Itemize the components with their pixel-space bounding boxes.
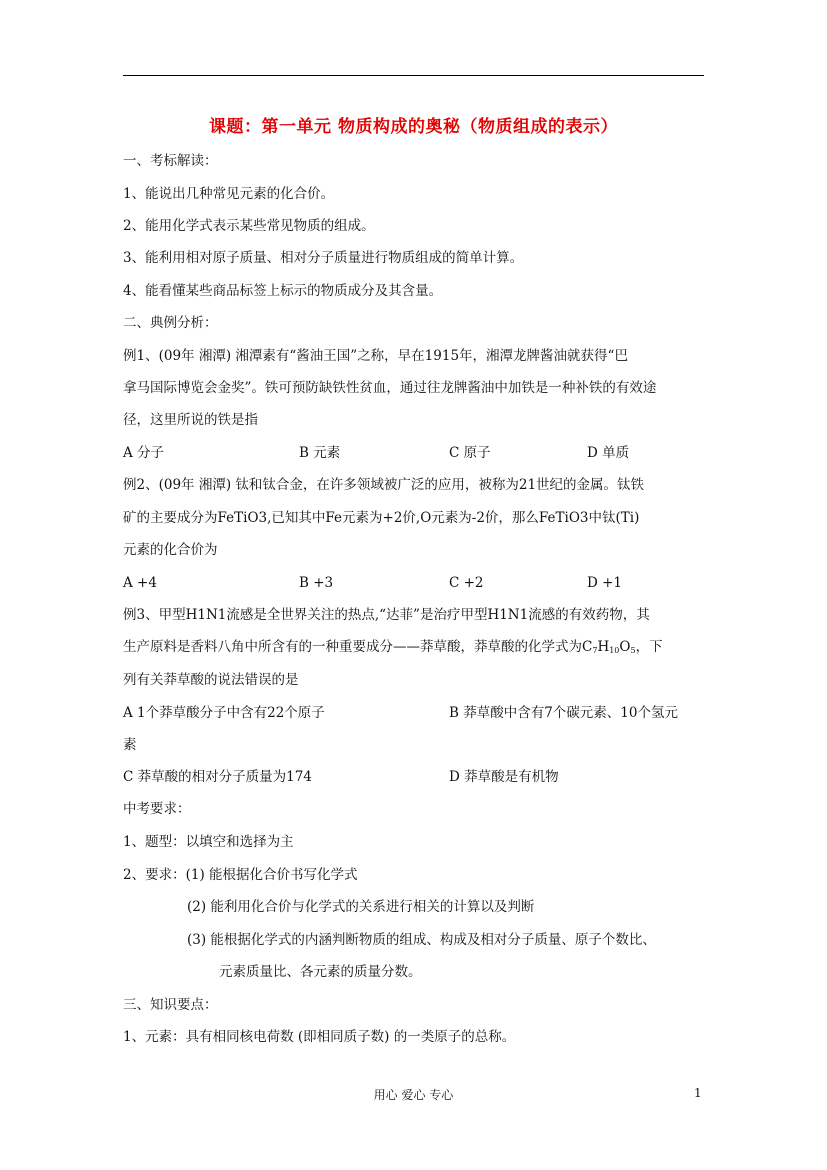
- requirement-subitem: (2) 能利用化合价与化学式的关系进行相关的计算以及判断: [187, 899, 535, 915]
- example-1-option-c: C 原子: [449, 445, 491, 461]
- example-2-option-b: B +3: [299, 575, 334, 591]
- example-2-option-c: C +2: [449, 575, 484, 591]
- example-2-line: 例2、(09年 湘潭) 钛和钛合金，在许多领域被广泛的应用，被称为21世纪的金属。钛铁: [123, 477, 645, 493]
- example-1-line: 例1、(09年 湘潭) 湘潭素有“酱油王国”之称，早在1915年，湘潭龙牌酱油就获得“巴: [123, 348, 628, 364]
- page-number: 1: [694, 1086, 702, 1100]
- header-rule: [123, 75, 704, 76]
- goal-item: 1、能说出几种常见元素的化合价。: [123, 186, 335, 202]
- goal-item: 2、能用化学式表示某些常见物质的组成。: [123, 218, 375, 234]
- requirement-subitem-cont: 元素质量比、各元素的质量分数。: [219, 964, 422, 980]
- example-2-option-d: D +1: [587, 575, 623, 591]
- section-heading-2: 二、典例分析：: [123, 315, 218, 331]
- chemical-formula: $C_7H_{10}O_5$: [582, 639, 636, 655]
- example-3-line: [123, 638, 663, 660]
- goal-item: 3、能利用相对原子质量、相对分子质量进行物质组成的简单计算。: [123, 250, 524, 266]
- example-3-text: 生产原料是香料八角中所含有的一种重要成分——莽草酸，莽草酸的化学式为: [123, 639, 582, 655]
- requirements-heading: 中考要求：: [123, 801, 191, 817]
- example-1-line: 径，这里所说的铁是指: [123, 412, 258, 428]
- page-footer: 用心 爱心 专心: [373, 1088, 454, 1102]
- example-3-option-b: B 莽草酸中含有7个碳元素、10个氢元: [449, 705, 678, 721]
- example-2-line: 矿的主要成分为FeTiO3,已知其中Fe元素为+2价,O元素为-2价，那么FeTiO3中钛(Ti): [123, 510, 640, 526]
- example-1-line: 拿马国际博览会金奖”。铁可预防缺铁性贫血，通过往龙牌酱油中加铁是一种补铁的有效途: [123, 380, 657, 396]
- example-2-option-a: A +4: [123, 575, 157, 591]
- requirement-item: 2、要求：(1) 能根据化合价书写化学式: [123, 867, 358, 883]
- example-1-option-d: D 单质: [587, 445, 630, 461]
- example-3-text: ，下: [635, 639, 663, 655]
- section-heading-1: 一、考标解读：: [123, 153, 218, 169]
- requirement-subitem: (3) 能根据化学式的内涵判断物质的组成、构成及相对分子质量、原子个数比、: [187, 932, 656, 948]
- example-3-line: 列有关莽草酸的说法错误的是: [123, 672, 299, 688]
- example-3-option-b-cont: 素: [123, 737, 137, 753]
- example-3-line: 例3、甲型H1N1流感是全世界关注的热点,“达菲”是治疗甲型H1N1流感的有效药物，其: [123, 607, 650, 623]
- example-1-option-b: B 元素: [299, 445, 341, 461]
- example-3-option-d: D 莽草酸是有机物: [449, 769, 559, 785]
- example-1-option-a: A 分子: [123, 445, 165, 461]
- example-3-option-c: C 莽草酸的相对分子质量为174: [123, 769, 312, 785]
- example-3-option-a: A 1个莽草酸分子中含有22个原子: [123, 705, 325, 721]
- page-title: 课题：第一单元 物质构成的奥秘（物质组成的表示）: [209, 117, 618, 137]
- example-2-line: 元素的化合价为: [123, 542, 218, 558]
- goal-item: 4、能看懂某些商品标签上标示的物质成分及其含量。: [123, 283, 443, 299]
- requirement-item: 1、题型：以填空和选择为主: [123, 834, 294, 850]
- section-heading-3: 三、知识要点：: [123, 997, 218, 1013]
- knowledge-point: 1、元素：具有相同核电荷数 (即相同质子数) 的一类原子的总称。: [123, 1029, 516, 1045]
